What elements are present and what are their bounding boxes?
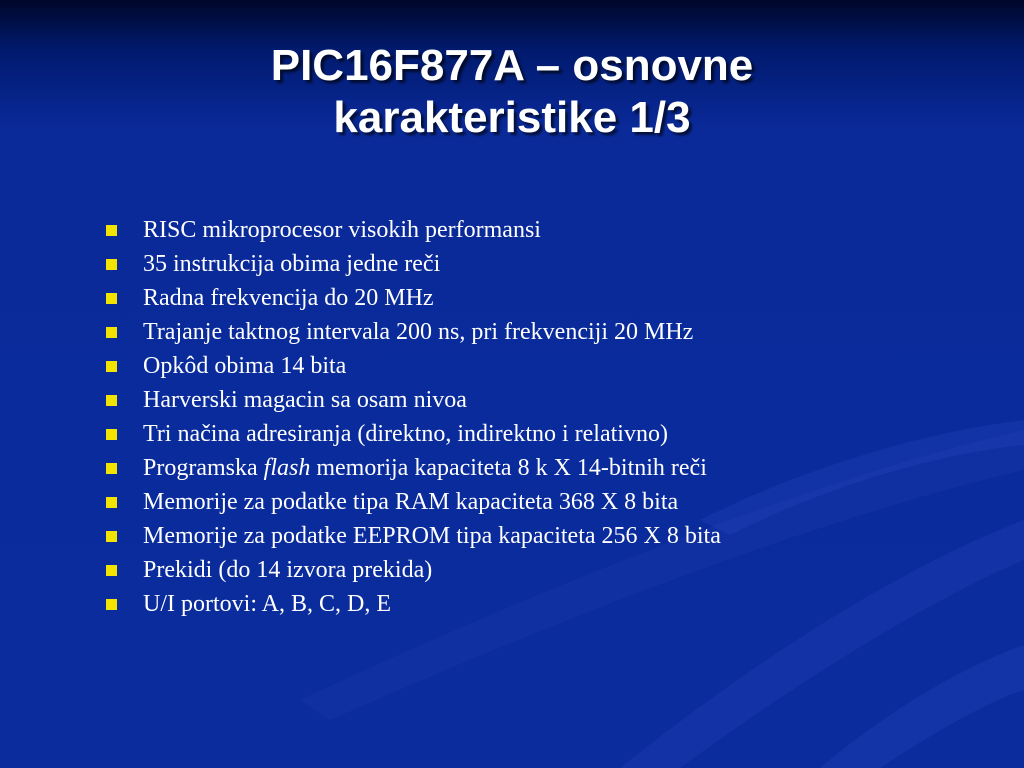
- bullet-text: Memorije za podatke EEPROM tipa kapaciteta 256 X 8 bita: [143, 523, 721, 549]
- slide-title-line-1: PIC16F877A – osnovne: [270, 41, 754, 90]
- bullet-square-icon: [106, 429, 117, 440]
- bullet-text-after: memorija kapaciteta 8 k X 14-bitnih reči: [310, 455, 707, 481]
- slide-title-line-2: karakteristike 1/3: [333, 93, 691, 142]
- bullet-text: U/I portovi: A, B, C, D, E: [143, 591, 392, 617]
- bullet-item: [106, 519, 721, 553]
- bullet-square-icon: [106, 497, 117, 508]
- bullet-item: [106, 281, 721, 315]
- bullet-square-icon: [106, 361, 117, 372]
- bullet-item: [106, 213, 721, 247]
- bullet-square-icon: [106, 565, 117, 576]
- bullet-text: RISC mikroprocesor visokih performansi: [143, 217, 541, 243]
- bullet-text-before: Programska: [143, 455, 264, 481]
- bullet-item: [106, 553, 721, 587]
- bullet-text: 35 instrukcija obima jedne reči: [143, 251, 441, 277]
- bullet-item: [106, 315, 721, 349]
- bullet-text-italic: flash: [263, 455, 311, 481]
- bullet-square-icon: [106, 225, 117, 236]
- bullet-item: [106, 417, 721, 451]
- bullet-text: Opkôd obima 14 bita: [143, 353, 347, 379]
- bullet-square-icon: [106, 327, 117, 338]
- bullet-square-icon: [106, 259, 117, 270]
- bullet-square-icon: [106, 395, 117, 406]
- bullet-text: Trajanje taktnog intervala 200 ns, pri frekvenciji 20 MHz: [143, 319, 694, 345]
- bullet-text: Harverski magacin sa osam nivoa: [143, 387, 467, 413]
- bullet-text: Memorije za podatke tipa RAM kapaciteta 368 X 8 bita: [143, 489, 679, 515]
- bullet-text: Prekidi (do 14 izvora prekida): [143, 557, 433, 583]
- bullet-square-icon: [106, 293, 117, 304]
- bullet-item: [106, 485, 721, 519]
- slide-title: [60, 40, 964, 144]
- bullet-item: [106, 247, 721, 281]
- bullet-item: [106, 451, 721, 485]
- bullet-item: [106, 587, 721, 621]
- bullet-item: [106, 383, 721, 417]
- bullet-square-icon: [106, 463, 117, 474]
- bullet-text: Tri načina adresiranja (direktno, indirektno i relativno): [143, 421, 668, 447]
- bullet-text: Radna frekvencija do 20 MHz: [143, 285, 434, 311]
- bullet-list: [106, 213, 721, 621]
- bullet-square-icon: [106, 599, 117, 610]
- bullet-square-icon: [106, 531, 117, 542]
- bullet-item: [106, 349, 721, 383]
